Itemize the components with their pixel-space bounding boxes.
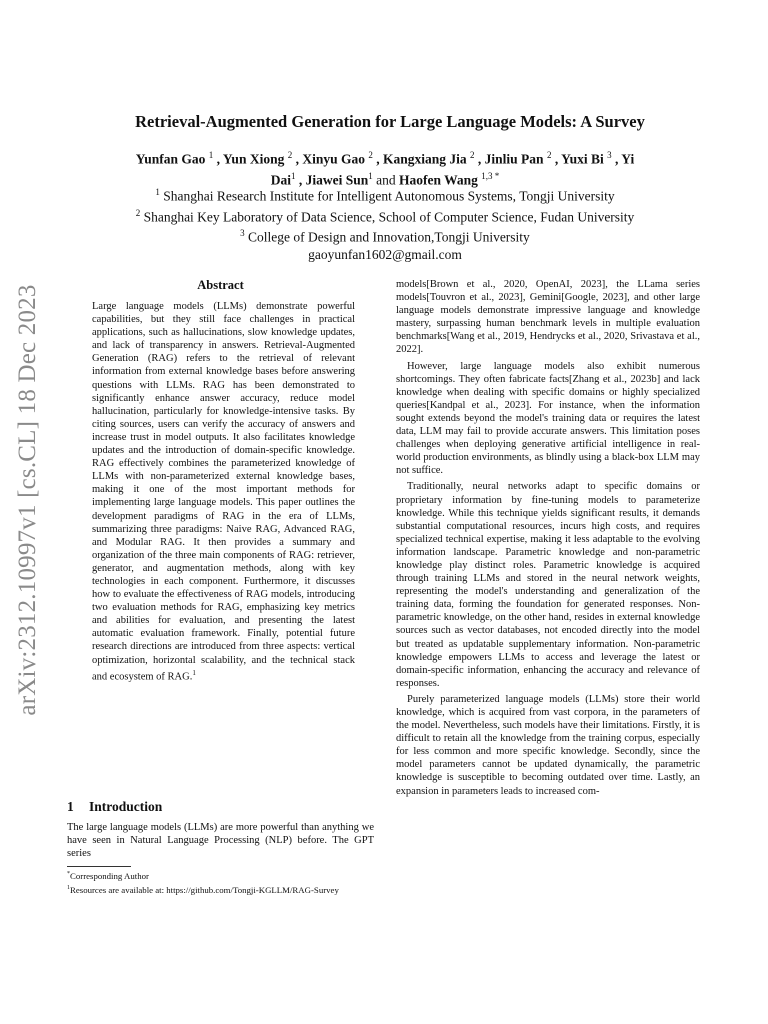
section-number: 1 — [67, 799, 74, 814]
author-affil-mark: 1,3 * — [481, 170, 500, 181]
section-title: Introduction — [89, 799, 163, 814]
right-column — [396, 278, 700, 798]
affiliations — [80, 184, 690, 263]
affiliation-text: Shanghai Key Laboratory of Data Science, School of Computer Science, Fudan University — [143, 209, 635, 224]
body-paragraph: Traditionally, neural networks adapt to specific domains or proprietary information by fine-tuning models to parameterize knowledge. While this technique yields significant results, it demands substantial computational resources, incurs high costs, and requires specialized technical expertise, making it less adaptable to the evolving information landscape. Parametric knowledge and non-parametric knowledge play distinct roles. Parametric knowledge is acquired through training LLMs and stored in the neural network weights, representing the model's understanding and generalization of the training data, forming the foundation for generated responses. Non-parametric knowledge, on the other hand, resides in external knowledge sources such as vector databases, not encoded directly into the model but treated as updatable supplementary information. Non-parametric knowledge empowers LLMs to access and leverage the latest or domain-specific information, enhancing the accuracy and relevance of responses. — [396, 481, 700, 689]
footnote-corresponding — [67, 869, 374, 882]
affiliation-line — [80, 225, 690, 246]
section-heading-introduction — [67, 799, 162, 815]
affiliation-line — [80, 184, 690, 205]
affiliation-mark: 1 — [155, 187, 160, 197]
author-affil-mark: 2 — [470, 150, 475, 160]
body-paragraph: However, large language models also exhibit numerous shortcomings. They often fabricate facts[Zhang et al., 2023b] and lack knowledge when dealing with specific domains or highly specialized queries[Kandpal et al., 2023]. For instance, when the information sought extends beyond the model's training data or requires the latest data, LLM may fail to provide accurate answers. This limitation poses challenges when deploying generative artificial intelligence in real-world production environments, as blindly using a black-box LLM may not suffice. — [396, 360, 700, 477]
footnote-text: Corresponding Author — [70, 870, 149, 881]
abstract-heading: Abstract — [197, 278, 244, 292]
author-affil-mark: 2 — [287, 150, 293, 160]
author-line-2: Dai$^1$ , Jiawei Sun$^1$ and Haofen Wang $^{1,3 *}$ — [270, 170, 500, 187]
author-name: Yuxi Bi — [561, 151, 604, 167]
affiliation-line — [80, 205, 690, 226]
author-name: Xinyu Gao — [302, 151, 365, 167]
author-line-1: Yunfan Gao $^1$ , Yun Xiong $^2$ , Xinyu Gao $^2$ , Kangxiang Jia $^2$ , Jinliu Pan $^2$ , Yuxi Bi $^3$ , Yi — [135, 150, 635, 167]
footnote-mark: 1 — [67, 885, 70, 892]
footnote-ref[interactable]: 1 — [192, 668, 196, 677]
author-affil-mark: 2 — [368, 150, 373, 160]
author-name: Dai — [270, 172, 291, 187]
author-name: Haofen Wang — [399, 172, 478, 187]
author-name: Yunfan Gao — [135, 151, 206, 167]
author-affil-mark: 3 — [607, 150, 612, 160]
contact-email[interactable]: gaoyunfan1602@gmail.com — [308, 246, 462, 262]
author-name: Yun Xiong — [222, 151, 285, 167]
author-affil-mark: 1 — [290, 170, 296, 181]
footnote-link[interactable]: Resources are available at: https://github.com/Tongji-KGLLM/RAG-Survey — [70, 885, 339, 896]
author-affil-mark: 2 — [546, 150, 552, 160]
body-paragraph: models[Brown et al., 2020, OpenAI, 2023], the LLama series models[Touvron et al., 2023], Gemini[Google, 2023], and other large language models demonstrate impressive language and knowledge mastery, surpassing human benchmark levels in multiple evaluation benchmarks[Wang et al., 2019, Hendrycks et al., 2020, Srivastava et al., 2022]. — [396, 279, 700, 356]
author-name: Jiawei Sun — [305, 172, 369, 187]
affiliation-text: Shanghai Research Institute for Intelligent Autonomous Systems, Tongji University — [163, 188, 615, 204]
author-name: Kangxiang Jia — [383, 151, 467, 167]
body-paragraph: Purely parameterized language models (LLMs) store their world knowledge, which is acquired from vast corpora, in the parameters of the model. Nevertheless, such models have their limitations. Firstly, it is difficult to retain all the knowledge from the training corpus, especially for less common and more specific knowledge. Secondly, since the model parameters cannot be updated dynamically, the parametric knowledge is susceptible to becoming outdated over time. Lastly, an expansion in parameters leads to increased com- — [396, 693, 700, 797]
affiliation-text: College of Design and Innovation,Tongji University — [248, 229, 530, 245]
author-affil-mark: 1 — [208, 150, 214, 160]
abstract-text: Large language models (LLMs) demonstrate powerful capabilities, but they still face challenges in practical applications, such as hallucinations, slow knowledge updates, and lack of transparency in answers. Retrieval-Augmented Generation (RAG) refers to the retrieval of relevant information from external knowledge bases before answering questions with LLMs. RAG has been demonstrated to significantly enhance answer accuracy, reduce model hallucination, particularly for knowledge-intensive tasks. By citing sources, users can verify the accuracy of answers and increase trust in model outputs. It also facilitates knowledge updates and the introduction of domain-specific knowledge. RAG effectively combines the parameterized knowledge of LLMs with non-parameterized external knowledge bases, making it one of the most important methods for implementing large language models. This paper outlines the development paradigms of RAG in the era of LLMs, summarizing three paradigms: Naive RAG, Advanced RAG, and Modular RAG. It then provides a summary and organization of the three main components of RAG: retriever, generator, and augmentation methods, along with key technologies in each component. Furthermore, it discusses how to evaluate the effectiveness of RAG models, introducing two evaluation methods for RAG, emphasizing key metrics and abilities for evaluation, and presenting the latest automatic evaluation framework. Finally, potential future research directions are introduced from three aspects: vertical optimization, horizontal scalability, and the technical stack and ecosystem of RAG. — [92, 301, 355, 683]
author-name: Yi — [621, 151, 635, 167]
author-affil-mark: 1 — [368, 170, 373, 181]
footnote-mark: * — [67, 871, 70, 877]
paper-title: Retrieval-Augmented Generation for Large Language Models: A Survey — [135, 112, 645, 131]
abstract-body — [92, 300, 355, 683]
intro-paragraph: The large language models (LLMs) are more powerful than anything we have seen in Natural Language Processing (NLP) before. The GPT series — [67, 822, 374, 860]
footnote-resources — [67, 883, 374, 896]
footnote-divider — [67, 866, 131, 867]
author-name: Jinliu Pan — [484, 151, 544, 167]
affiliation-mark: 3 — [240, 228, 245, 238]
affiliation-mark: 2 — [135, 207, 141, 218]
arxiv-identifier[interactable]: arXiv:2312.10997v1 [cs.CL] 18 Dec 2023 — [14, 284, 41, 716]
author-list — [80, 147, 690, 188]
author-conjunction: and — [376, 172, 396, 187]
footnotes — [67, 869, 374, 896]
left-column — [67, 278, 374, 683]
